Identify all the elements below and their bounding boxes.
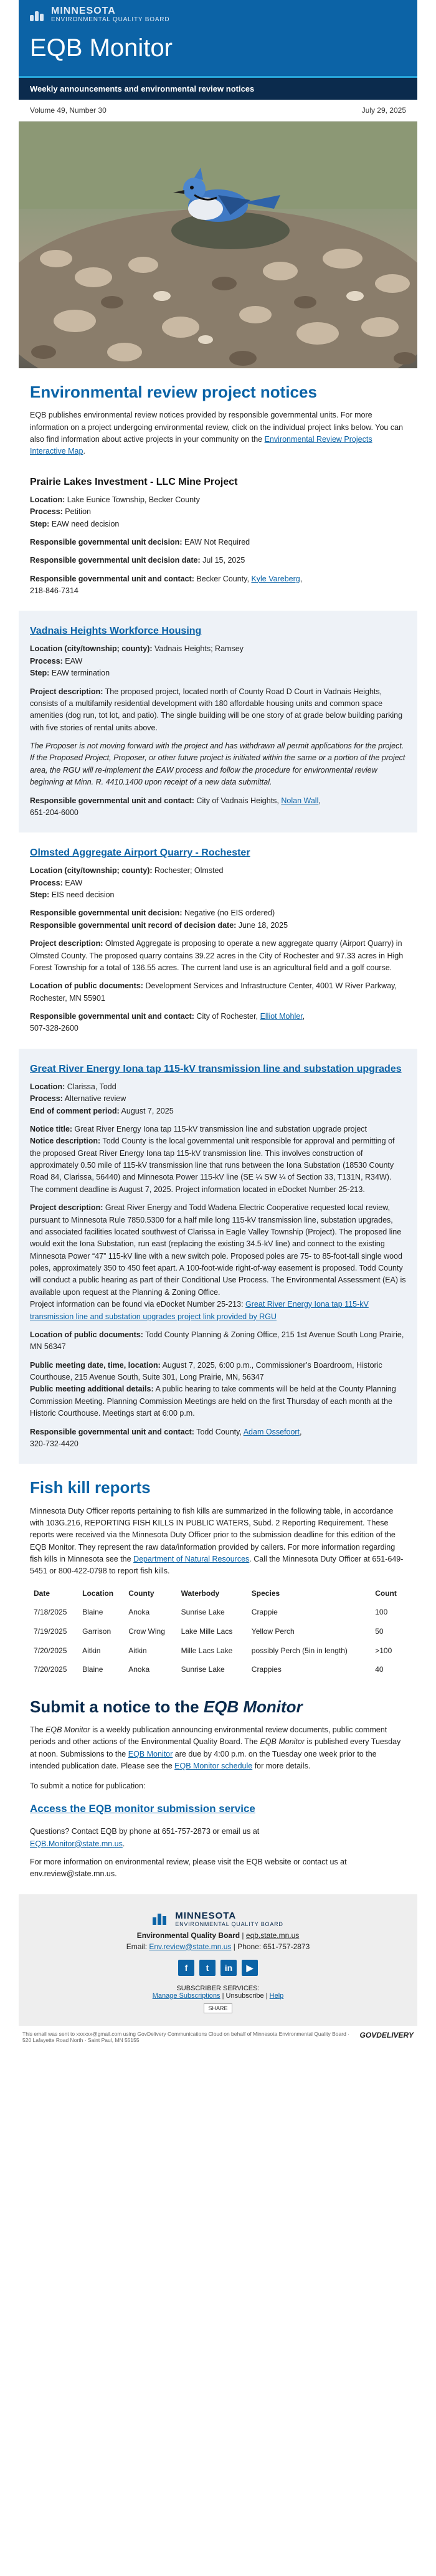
project-title-link[interactable]: Vadnais Heights Workforce Housing (30, 626, 202, 637)
eqb-monitor-link[interactable]: EQB Monitor (128, 1749, 173, 1758)
submit-heading: Submit a notice to the EQB Monitor (30, 1697, 303, 1716)
submit-section (19, 1694, 417, 1881)
social-links (19, 1960, 417, 1976)
project-vadnais-heights (19, 611, 417, 832)
youtube-icon[interactable]: ▶ (242, 1960, 258, 1976)
unsubscribe-link[interactable]: Unsubscribe (225, 1992, 264, 2000)
logo-agency: ENVIRONMENTAL QUALITY BOARD (51, 16, 170, 23)
project-olmsted-quarry (19, 832, 417, 1049)
linkedin-icon[interactable]: in (220, 1960, 237, 1976)
footer-email-link[interactable]: Env.review@state.mn.us (149, 1942, 232, 1951)
blue-jay-photo (19, 122, 417, 368)
edocket-link[interactable]: Great River Energy Iona tap 115-kV transmission line and substation upgrades project link provided by RGU (30, 1300, 369, 1321)
subscriber-services: SUBSCRIBER SERVICES: Manage Subscriptions | Unsubscribe | Help (152, 1984, 284, 2000)
contact-link[interactable]: Adam Ossefoort (243, 1427, 300, 1436)
tagline: Weekly announcements and environmental review notices (19, 76, 417, 100)
twitter-icon[interactable]: t (199, 1960, 216, 1976)
issue-volume: Volume 49, Number 30 (30, 106, 107, 115)
submission-service-link[interactable]: Access the EQB monitor submission service (30, 1802, 255, 1815)
col-count: Count (375, 1588, 397, 1598)
col-date: Date (34, 1588, 50, 1598)
projects-map-link[interactable]: Environmental Review Projects Interactive Map (30, 435, 372, 456)
footer-org: Environmental Quality Board | eqb.state.mn.us (136, 1930, 300, 1940)
fish-kill-section (19, 1475, 417, 1679)
notice-title: Notice title: Great River Energy Iona tap 115-kV transmission line and substation upgrade project Notice description: Todd County is the local governmental unit responsible for approval and permitting of the proposed Great River Energy Iona tap 115-kV transmission line. This involves construction of approximately 0.50 mile of 115-kV transmission line that runs between the Iona Substation (18530 County Road 84, Clarissa, 56440) and Minnesota Power 115-kV line (SE ¼ SW ¼ of Section 33, T131N, R34W). The comment deadline is August 7, 2025. Project information located in eDocket Number 25-213. (30, 1124, 395, 1194)
footer (19, 1894, 417, 2026)
share-button[interactable]: SHARE (204, 2003, 232, 2013)
col-county: County (128, 1588, 154, 1598)
more-info-text: For more information on environmental review, please visit the EQB website or contact us at env.review@state.mn.us. (30, 1858, 347, 1879)
page-title: EQB Monitor (30, 34, 173, 62)
table-header-row (30, 1584, 406, 1603)
project-great-river-energy (19, 1049, 417, 1464)
mn-logo-icon (30, 9, 46, 21)
project-title: Prairie Lakes Investment - LLC Mine Project (30, 476, 238, 487)
project-decision: Responsible governmental unit decision: Negative (no EIS ordered) Responsible governmental unit record of decision date: June 18, 2025 (30, 909, 288, 930)
project-note: The Proposer is not moving forward with the project and has withdrawn all permit applications for the project. If the Proposed Project, Proposer, or other future project is initiated within the same or a portion of the project area, the RGU will re-implement the EAW process and follow the procedure for environmental review beginning at Minn. R. 4410.1400 upon receipt of a new data submittal. (30, 742, 405, 787)
project-title-link[interactable]: Olmsted Aggregate Airport Quarry - Rochester (30, 847, 250, 859)
manage-subscriptions-link[interactable]: Manage Subscriptions (152, 1992, 220, 2000)
issue-info (19, 100, 417, 122)
schedule-link[interactable]: EQB Monitor schedule (174, 1762, 253, 1771)
project-contact: Responsible governmental unit and contact: City of Vadnais Heights, Nolan Wall, 651-204-6000 (30, 796, 321, 817)
project-decision-date: Responsible governmental unit decision date: Jul 15, 2025 (30, 556, 245, 565)
govdelivery-logo: GOVDELIVERY (359, 2030, 414, 2039)
table-row: 7/18/2025 Blaine Anoka Sunrise Lake Crappie 100 (34, 1608, 388, 1617)
monitor-email-link[interactable]: EQB.Monitor@state.mn.us (30, 1839, 123, 1848)
fish-kill-intro: Minnesota Duty Officer reports pertaining to fish kills are summarized in the following table, in accordance with 103G.216, REPORTING FISH KILLS IN PUBLIC WATERS, Subd. 2 Reporting Requirement. These reports were received via the Minnesota Duty Officer prior to the submission deadline for this edition of the EQB Monitor. They represent the raw data/information provided by callers. For more information regarding fish kills in Minnesota see the Department of Natural Resources. Call the Minnesota Duty Officer at 651-649-5451 or 800-422-0798 to report fish kills. (30, 1506, 404, 1576)
footer-logo: MINNESOTA ENVIRONMENTAL QUALITY BOARD (153, 1911, 283, 1927)
table-row: 7/20/2025 Aitkin Aitkin Mille Lacs Lake possibly Perch (5in in length) >100 (34, 1646, 392, 1655)
project-decision: Responsible governmental unit decision: EAW Not Required (30, 537, 250, 546)
disclaimer: This email was sent to xxxxxx@gmail.com using GovDelivery Communications Cloud on behalf of Minnesota Environmental Quality Board · 520 Lafayette Road North · Saint Paul, MN 55155 GOVDELIVERY (22, 2030, 414, 2043)
questions-text: Questions? Contact EQB by phone at 651-757-2873 or email us at EQB.Monitor@state.mn.us. (30, 1827, 260, 1848)
footer-contact: Email: Env.review@state.mn.us | Phone: 651-757-2873 (126, 1942, 310, 1951)
logo-state: MINNESOTA (51, 6, 116, 16)
col-location: Location (82, 1588, 114, 1598)
project-title-link[interactable]: Great River Energy Iona tap 115-kV transmission line and substation upgrades (30, 1063, 402, 1074)
public-meeting: Public meeting date, time, location: August 7, 2025, 6:00 p.m., Commissioner’s Boardroom, Historic Courthouse, 215 Avenue South, Suite 301, Long Prairie, MN, 56347 Public meeting additional details: A public hearing to take comments will be held at the County Planning Commission Meeting. Planning Commission Meetings are held on the first Thursday of each month at the Historic Courthouse. Meetings start at 6:00 p.m. (30, 1360, 396, 1418)
issue-date: July 29, 2025 (361, 106, 406, 115)
project-contact: Responsible governmental unit and contact: City of Rochester, Elliot Mohler, 507-328-2600 (30, 1012, 305, 1033)
env-review-section (19, 379, 417, 458)
project-meta: Location: Lake Eunice Township, Becker County Process: Petition Step: EAW need decision (30, 495, 200, 528)
fish-kill-heading: Fish kill reports (30, 1478, 151, 1497)
col-species: Species (251, 1588, 280, 1598)
hero-photo (19, 122, 417, 368)
project-description: Project description: Olmsted Aggregate is proposing to operate a new aggregate quarry (Airport Quarry) in Olmsted County. The proposed quarry contains 39.22 acres in the City of Rochester and 97.33 acres in High Forest Township for a total of 136.55 acres. The current land use is an agricultural field and a golf course. (30, 939, 404, 972)
project-prairie-lakes (19, 462, 417, 611)
project-meta: Location (city/township; county): Vadnais Heights; Ramsey Process: EAW Step: EAW termination (30, 644, 244, 678)
col-waterbody: Waterbody (181, 1588, 220, 1598)
newsletter (19, 0, 417, 2048)
table-row: 7/20/2025 Blaine Anoka Sunrise Lake Crappies 40 (34, 1665, 384, 1674)
facebook-icon[interactable]: f (178, 1960, 194, 1976)
logo (19, 0, 417, 23)
contact-link[interactable]: Nolan Wall (281, 796, 319, 805)
env-review-heading: Environmental review project notices (30, 383, 317, 401)
env-review-intro: EQB publishes environmental review notices provided by responsible governmental units. For more information on a project undergoing environmental review, click on the individual project links below. You can also find information about active projects in your community on the Environmental Review Projects Interactive Map. (30, 411, 403, 456)
project-description: Project description: Great River Energy and Todd Wadena Electric Cooperative requested local review, pursuant to Minnesota Rule 7850.5300 for a half mile long 115-kV transmission line, substation upgrades, and associated facilities located southwest of Clarissa in Eagle Valley Township (Project). The proposed line would exit the Iona Substation, run east (replacing the existing 34.5-kV line) and connect to the existing Minnesota Power “47” 115-kV line with a new switch pole. Proposed poles are 75- to 85-foot-tall single wood poles, approximately 350 to 450 feet apart. A 100-foot-wide right-of-way easement is proposed. Todd County will conduct a public hearing as part of their Conditional Use Process. The Environmental Assessment (EA) is available upon request at the Planning & Zoning Office. Project information can be found via eDocket Number 25-213: Great River Energy Iona tap 115-kV transmission line and substation upgrades project link provided by RGU (30, 1203, 406, 1321)
fish-kill-table (30, 1584, 406, 1679)
project-description: Project description: The proposed project, located north of County Road D Court in Vadnais Heights, consists of a multifamily residential development with 180 affordable housing units and common space amenities (dog run, tot lot, and patio). The single building will be one story of at grade below building parking with five stories of rental units above. (30, 687, 403, 732)
public-documents: Location of public documents: Development Services and Infrastructure Center, 4001 W River Parkway, Rochester, MN 55901 (30, 981, 397, 1003)
submit-description: The EQB Monitor is a weekly publication announcing environmental review documents, public comment periods and other actions of the Environmental Quality Board. The EQB Monitor is published every Tuesday at noon. Submissions to the EQB Monitor are due by 4:00 p.m. on the Tuesday one week prior to the intended publication date. Please see the EQB Monitor schedule for more details. (30, 1725, 401, 1771)
public-documents: Location of public documents: Todd County Planning & Zoning Office, 215 1st Avenue South Long Prairie, MN 56347 (30, 1330, 404, 1352)
dnr-link[interactable]: Department of Natural Resources (133, 1555, 250, 1564)
mn-logo-icon (153, 1912, 170, 1925)
table-row: 7/19/2025 Garrison Crow Wing Lake Mille Lacs Yellow Perch 50 (34, 1627, 384, 1636)
project-meta: Location (city/township; county): Rochester; Olmsted Process: EAW Step: EIS need decision (30, 866, 224, 900)
project-contact: Responsible governmental unit and contact: Becker County, Kyle Vareberg, 218-846-7314 (30, 574, 303, 596)
contact-link[interactable]: Kyle Vareberg (251, 574, 300, 583)
help-link[interactable]: Help (269, 1992, 284, 2000)
contact-link[interactable]: Elliot Mohler (260, 1012, 303, 1021)
project-meta: Location: Clarissa, Todd Process: Alternative review End of comment period: August 7, 2025 (30, 1082, 174, 1115)
submit-instructions: To submit a notice for publication: (30, 1781, 146, 1790)
header (19, 0, 417, 100)
eqb-site-link[interactable]: eqb.state.mn.us (245, 1930, 300, 1940)
project-contact: Responsible governmental unit and contact: Todd County, Adam Ossefoort, 320-732-4420 (30, 1427, 302, 1448)
